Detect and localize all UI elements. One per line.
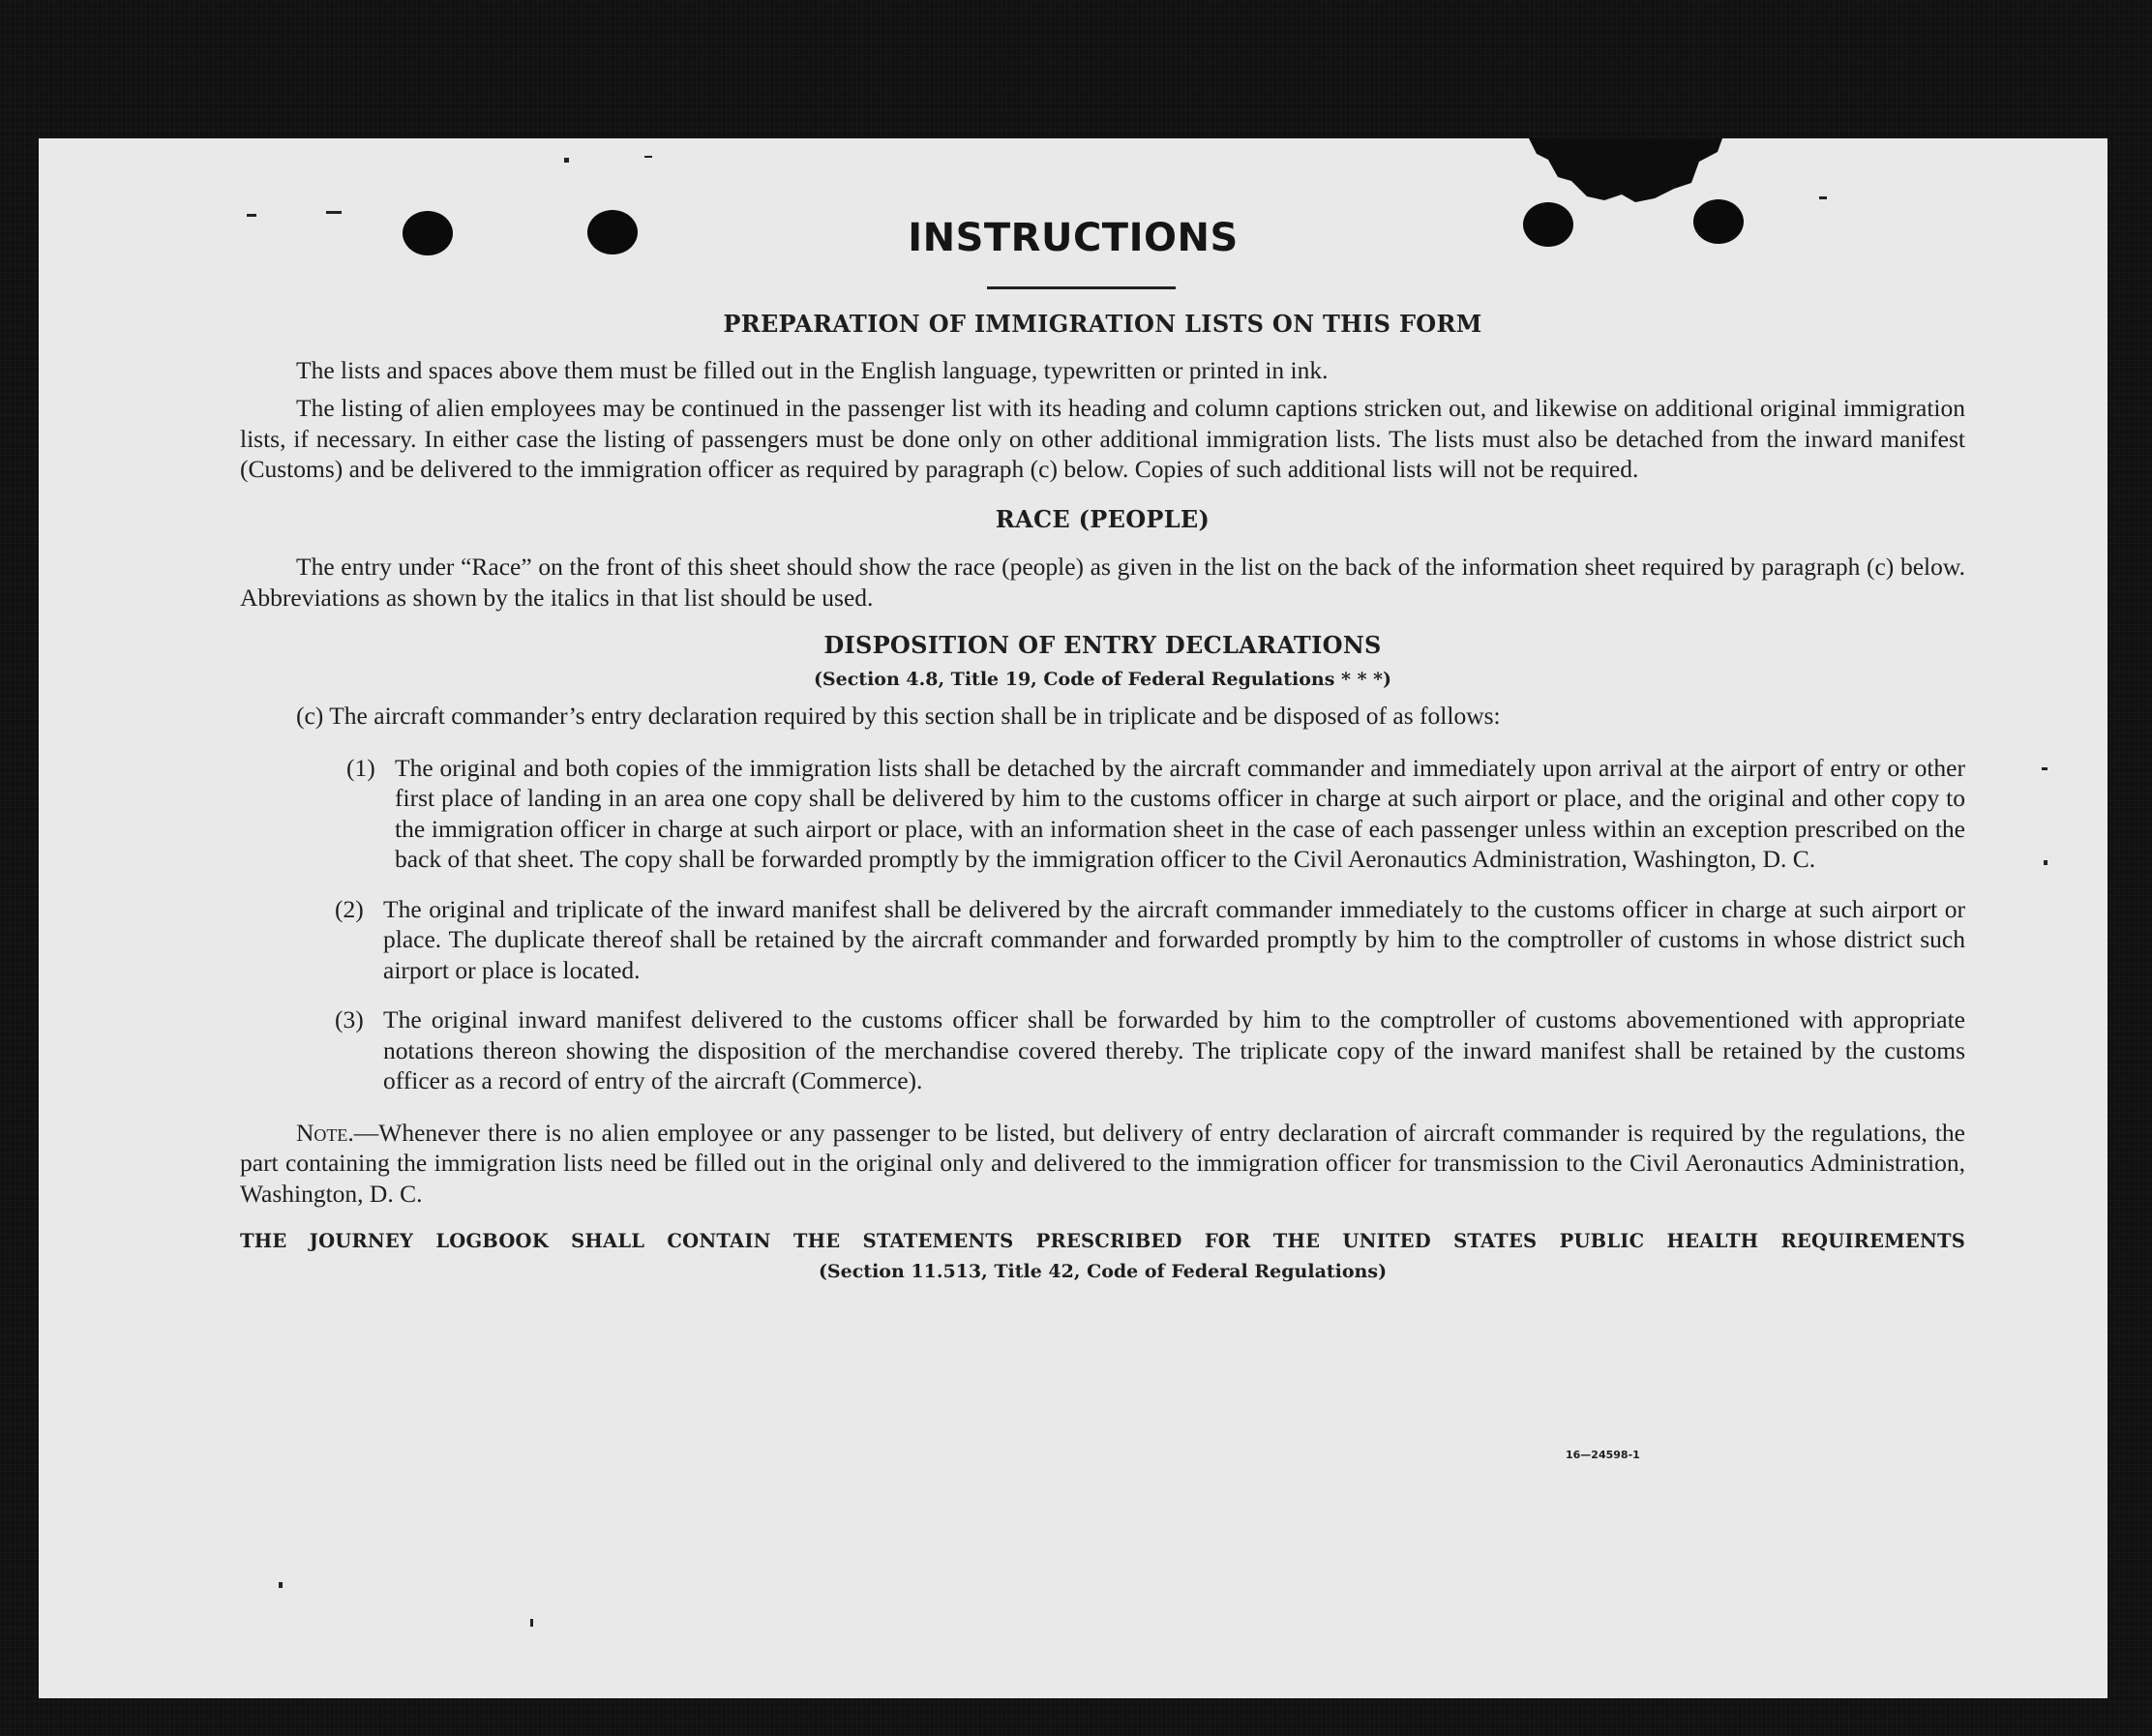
ink-speck — [564, 158, 569, 163]
list-item — [335, 894, 1965, 986]
note-text: —Whenever there is no alien employee or any passenger to be listed, but delivery of entry declaration of aircraft commander is required by the regulations, the part containing the immigration lists need be filled out in the original only and delivered to the immigration officer for transmission to the Civil Aeronautics Administration, Washington, D. C. — [240, 1118, 1965, 1208]
ink-speck — [279, 1582, 283, 1588]
ink-speck — [1819, 196, 1827, 199]
public-health-statement: THE JOURNEY LOGBOOK SHALL CONTAIN THE STATEMENTS PRESCRIBED FOR THE UNITED STATES PUBLIC HEALTH REQUIREMENTS — [240, 1230, 1965, 1252]
list-item-label: (3) — [335, 1005, 364, 1033]
note-label: Note. — [296, 1118, 354, 1147]
section-heading-race: RACE (PEOPLE) — [995, 504, 1210, 533]
section-heading-disposition: DISPOSITION OF ENTRY DECLARATIONS — [823, 631, 1382, 659]
paragraph-race-entry: The entry under “Race” on the front of this sheet should show the race (people) as given in the list on the back of the information sheet required by paragraph (c) below. Abbreviations as shown by the italics in that list should be used. — [240, 553, 1965, 612]
title-underline — [987, 286, 1176, 289]
ink-speck — [326, 211, 342, 214]
list-item-label: (1) — [346, 753, 375, 782]
list-item-text: The original inward manifest delivered to the customs officer shall be forwarded by him to the comptroller of customs abovementioned with appropriate notations thereon showing the disposition of the merchandise covered thereby. The triplicate copy of the inward manifest shall be retained by the customs officer as a record of entry of the aircraft (Commerce). — [383, 1005, 1965, 1094]
paragraph-c-text: The aircraft commander’s entry declaration required by this section shall be in triplicate and be disposed of as follows: — [329, 702, 1501, 730]
paragraph-c-label: (c) — [296, 702, 324, 730]
paragraph-alien-employees: The listing of alien employees may be continued in the passenger list with its heading and column captions stricken out, and likewise on additional original immigration lists, if necessary. In either case the listing of passengers must be done only on other additional immigration lists. The lists must also be detached from the inward manifest (Customs) and be delivered to the immigration officer as required by paragraph (c) below. Copies of such additional lists will not be required. — [240, 394, 1965, 483]
list-item — [335, 1004, 1965, 1096]
list-item-label: (2) — [335, 894, 364, 923]
ink-speck — [530, 1619, 533, 1627]
paragraph-c-intro — [240, 701, 1965, 732]
paragraph-english-language: The lists and spaces above them must be filled out in the English language, typewritten or printed in ink. — [296, 355, 1329, 384]
list-item-text: The original and triplicate of the inward manifest shall be delivered by the aircraft commander immediately to the customs officer in charge at such airport or place. The duplicate thereof shall be retained by the aircraft commander and forwarded promptly by him to the comptroller of customs in whose district such airport or place is located. — [383, 894, 1965, 984]
list-item — [346, 753, 1965, 875]
public-health-citation: (Section 11.513, Title 42, Code of Federal Regulations) — [818, 1260, 1388, 1282]
document-title: INSTRUCTIONS — [908, 216, 1239, 260]
document-page — [39, 138, 2107, 1698]
ink-speck — [2042, 767, 2047, 770]
section-heading-preparation: PREPARATION OF IMMIGRATION LISTS ON THIS FORM — [723, 310, 1482, 338]
list-item-text: The original and both copies of the immigration lists shall be detached by the aircraft commander and immediately upon arrival at the airport of entry or other first place of landing in an area one copy shall be delivered by him to the customs officer in charge at such airport or place, and the original and other copy to the immigration officer in charge at such airport or place, with an information sheet in the case of each passenger unless within an exception prescribed on the back of that sheet. The copy shall be forwarded promptly by the immigration officer to the Civil Aeronautics Administration, Washington, D. C. — [395, 753, 1965, 873]
ink-speck — [644, 156, 652, 158]
instructions-body — [240, 309, 1965, 1287]
regulation-citation: (Section 4.8, Title 19, Code of Federal Regulations * * *) — [813, 668, 1392, 690]
form-number: 16—24598-1 — [1566, 1449, 1640, 1461]
note-paragraph — [240, 1118, 1965, 1210]
ink-speck — [2044, 860, 2047, 865]
